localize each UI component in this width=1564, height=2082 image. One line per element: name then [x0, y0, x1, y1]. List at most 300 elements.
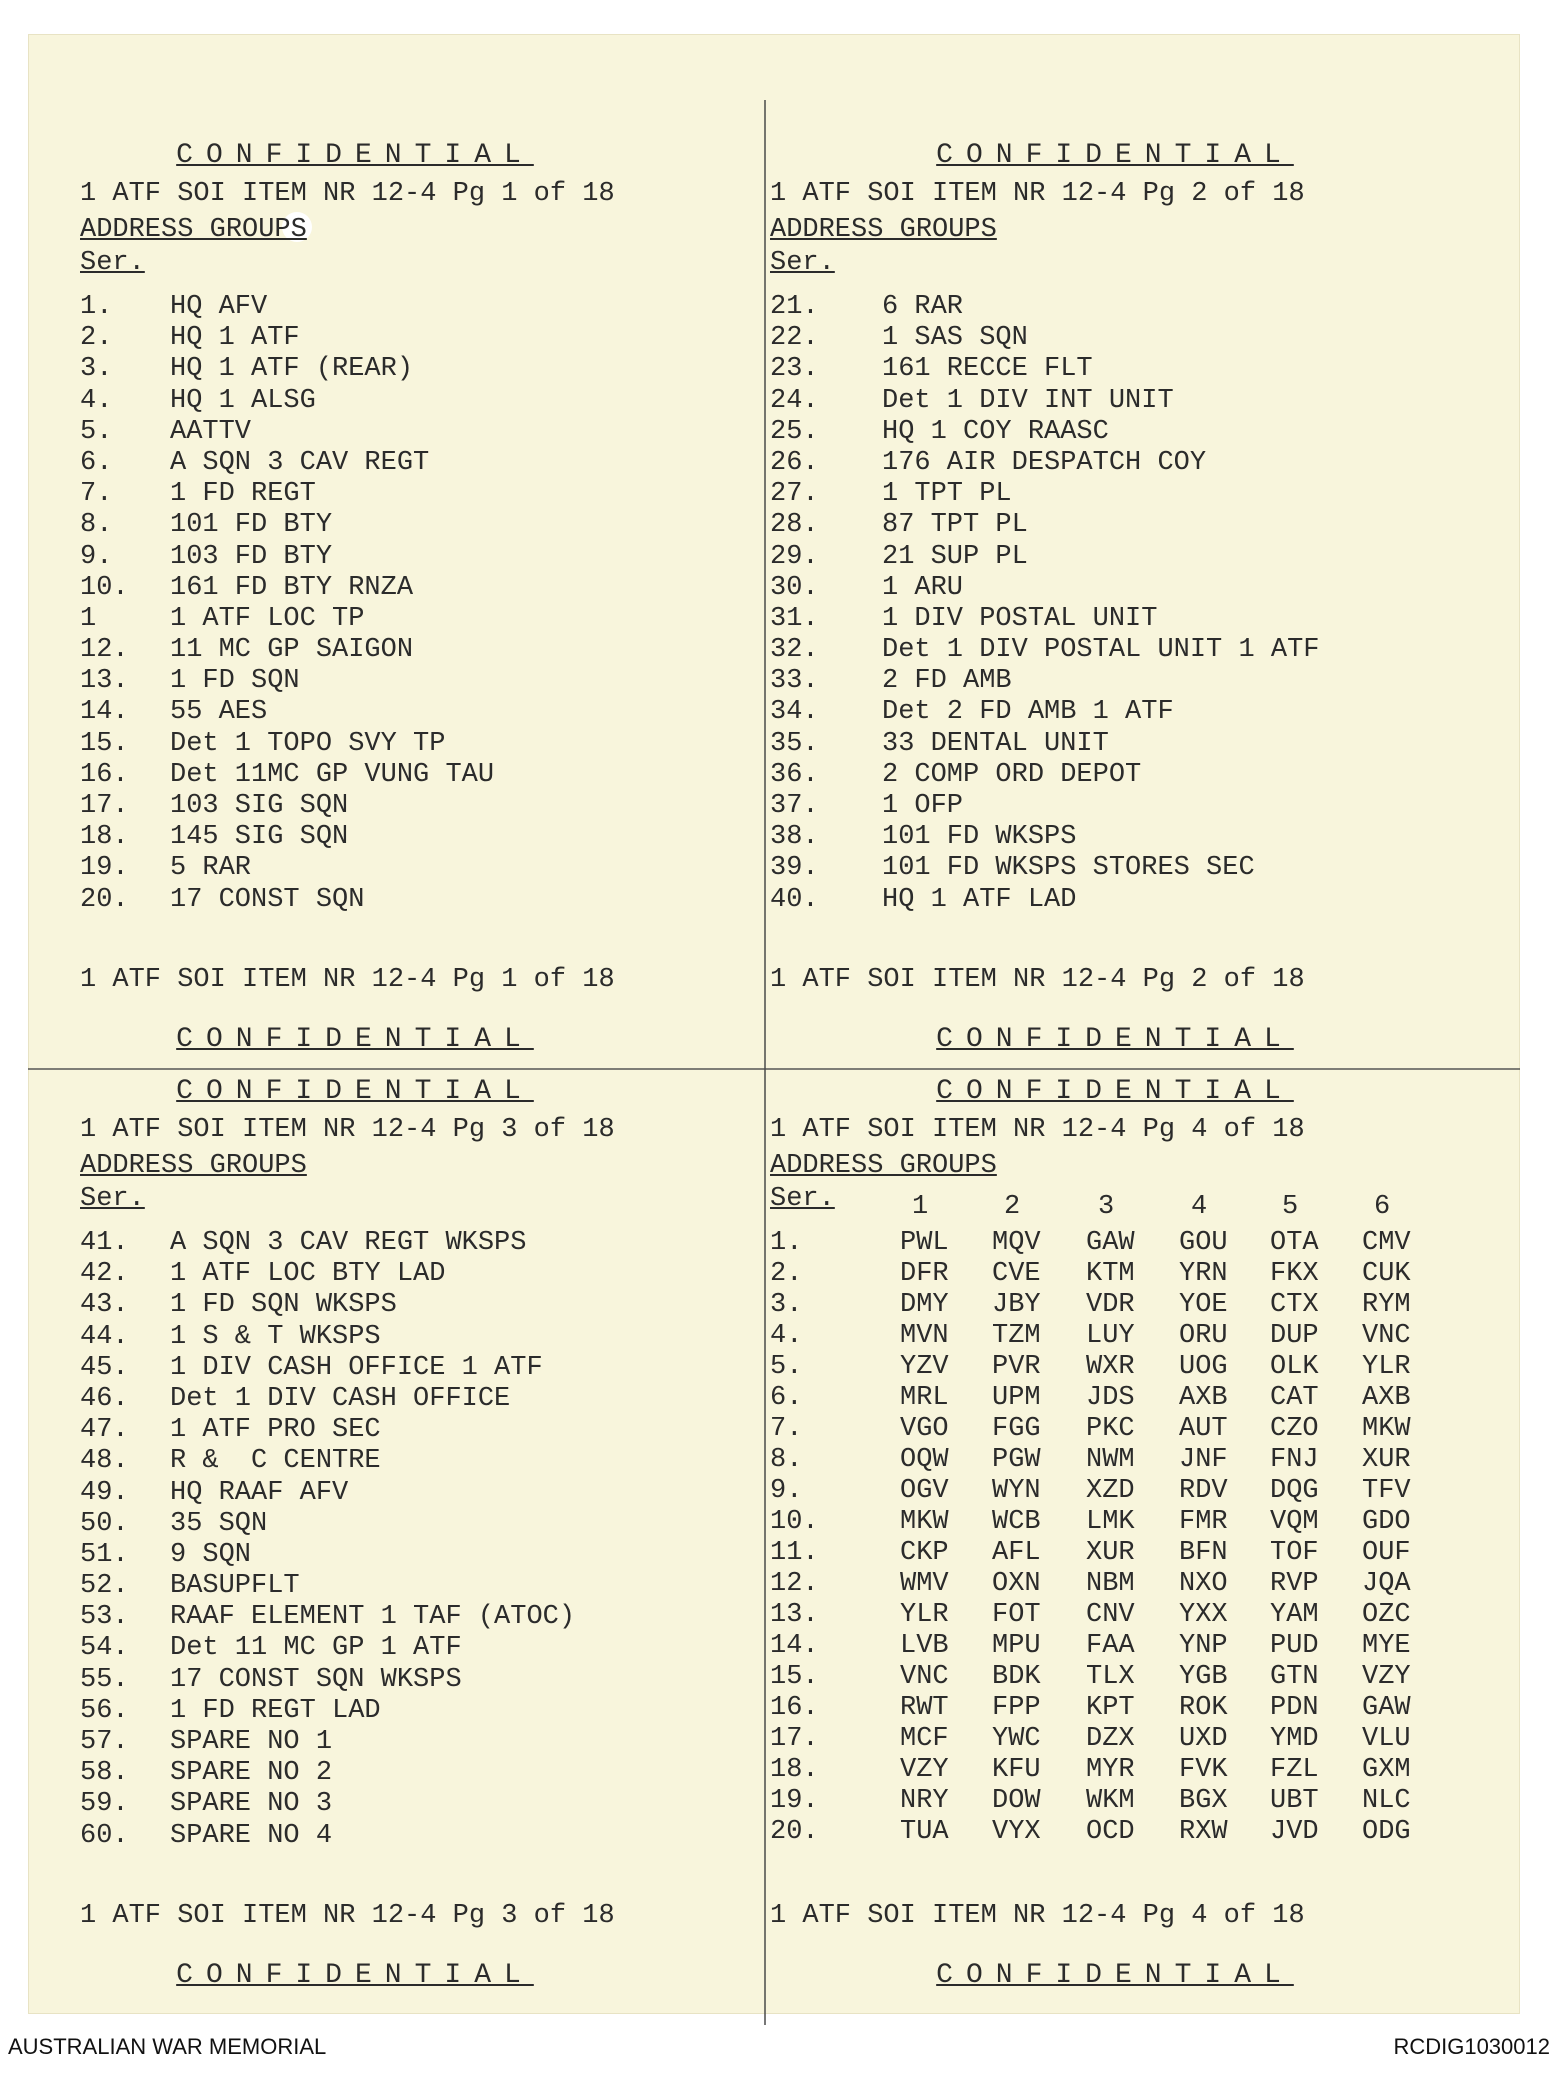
- table-row: [770, 1631, 1490, 1662]
- list-item: [80, 479, 770, 510]
- code-cell: PGW: [992, 1445, 1041, 1475]
- serial-number: 20.: [80, 884, 129, 915]
- list-item: [770, 510, 1460, 541]
- code-cell: OXN: [992, 1569, 1041, 1599]
- serial-number: 55.: [80, 1664, 129, 1695]
- list-item: [80, 510, 770, 541]
- serial-number: 13.: [80, 666, 129, 697]
- list-item: [80, 323, 770, 354]
- unit-name: 1 ARU: [882, 572, 964, 603]
- code-cell: WYN: [992, 1476, 1041, 1506]
- code-cell: VLU: [1362, 1724, 1411, 1754]
- serial-number: 57.: [80, 1727, 129, 1757]
- column-header: 2: [1004, 1192, 1021, 1222]
- serial-number: 52.: [80, 1571, 129, 1602]
- confidential-heading: CONFIDENTIAL: [936, 140, 1294, 171]
- code-cell: LUY: [1086, 1321, 1135, 1351]
- serial-number: 1: [80, 603, 97, 634]
- code-cell: OQW: [900, 1445, 949, 1475]
- code-cell: FMR: [1179, 1507, 1228, 1537]
- code-cell: BGX: [1179, 1786, 1228, 1816]
- page-header: 1 ATF SOI ITEM NR 12-4 Pg 4 of 18: [770, 1115, 1305, 1145]
- list-item: [80, 542, 770, 573]
- code-cell: LMK: [1086, 1507, 1135, 1537]
- list-item: [80, 760, 770, 791]
- table-row: [770, 1321, 1490, 1352]
- list-item: [770, 417, 1460, 448]
- code-cell: VNC: [900, 1662, 949, 1692]
- code-cell: OCD: [1086, 1817, 1135, 1847]
- list-item: [80, 791, 770, 822]
- code-cell: AFL: [992, 1538, 1041, 1568]
- list-item: [770, 323, 1460, 354]
- serial-number: 24.: [770, 385, 819, 416]
- page-2-panel: [770, 138, 1460, 1055]
- serial-number: 46.: [80, 1383, 129, 1414]
- code-cell: BDK: [992, 1662, 1041, 1692]
- list-item: [80, 292, 770, 323]
- code-cell: CNV: [1086, 1600, 1135, 1630]
- code-cell: MKW: [900, 1507, 949, 1537]
- list-item: [80, 573, 770, 604]
- serial-number: 4.: [80, 385, 113, 416]
- code-cell: YZV: [900, 1352, 949, 1382]
- column-header: 1: [912, 1192, 929, 1222]
- serial-number: 3.: [80, 354, 113, 385]
- table-row: [770, 1817, 1490, 1848]
- code-cell: CZO: [1270, 1414, 1319, 1444]
- serial-number: 60.: [80, 1820, 129, 1851]
- list-item: [770, 760, 1460, 791]
- code-cell: TZM: [992, 1321, 1041, 1351]
- list-item: [80, 1696, 770, 1727]
- list-item: [80, 1821, 770, 1852]
- unit-name: Det 1 TOPO SVY TP: [170, 728, 446, 759]
- code-cell: DZX: [1086, 1724, 1135, 1754]
- serial-number: 36.: [770, 759, 819, 790]
- serial-number: 44.: [80, 1321, 129, 1352]
- serial-number: 45.: [80, 1352, 129, 1383]
- confidential-footer: CONFIDENTIAL: [176, 1024, 534, 1055]
- code-cell: ROK: [1179, 1693, 1228, 1723]
- unit-name: 101 FD WKSPS: [882, 822, 1077, 853]
- code-cell: VDR: [1086, 1290, 1135, 1320]
- page-1-panel: [80, 138, 770, 1055]
- code-cell: PVR: [992, 1352, 1041, 1382]
- code-cell: VNC: [1362, 1321, 1411, 1351]
- list-item: [80, 1415, 770, 1446]
- confidential-footer: CONFIDENTIAL: [936, 1960, 1294, 1991]
- confidential-footer: CONFIDENTIAL: [936, 1024, 1294, 1055]
- unit-name: Det 1 DIV CASH OFFICE: [170, 1383, 511, 1414]
- serial-number: 26.: [770, 447, 819, 478]
- list-item: [770, 386, 1460, 417]
- list-item: [80, 1509, 770, 1540]
- unit-name: Det 2 FD AMB 1 ATF: [882, 697, 1174, 728]
- serial-number: 59.: [80, 1789, 129, 1820]
- code-cell: CTX: [1270, 1290, 1319, 1320]
- unit-name: 1 FD SQN: [170, 666, 300, 697]
- code-cell: FOT: [992, 1600, 1041, 1630]
- list-item: [770, 479, 1460, 510]
- address-groups-label: ADDRESS GROUPS: [80, 215, 307, 245]
- table-row: [770, 1662, 1490, 1693]
- unit-name: 1 SAS SQN: [882, 323, 1028, 354]
- serial-number: 25.: [770, 416, 819, 447]
- column-header: 5: [1282, 1192, 1299, 1222]
- list-item: [80, 1665, 770, 1696]
- code-cell: CAT: [1270, 1383, 1319, 1413]
- list-item: [80, 1384, 770, 1415]
- code-cell: GAW: [1086, 1228, 1135, 1258]
- unit-name: 1 ATF LOC BTY LAD: [170, 1259, 446, 1290]
- serial-number: 10.: [80, 572, 129, 603]
- serial-number: 17.: [80, 791, 129, 821]
- unit-name: 6 RAR: [882, 292, 964, 322]
- unit-name: 17 CONST SQN: [170, 884, 365, 915]
- table-row: [770, 1352, 1490, 1383]
- list-item: [80, 1478, 770, 1509]
- serial-number: 48.: [80, 1446, 129, 1477]
- table-row: [770, 1755, 1490, 1786]
- code-cell: JDS: [1086, 1383, 1135, 1413]
- code-cell: TUA: [900, 1817, 949, 1847]
- unit-name: A SQN 3 CAV REGT WKSPS: [170, 1228, 527, 1258]
- address-list: [80, 1228, 770, 1852]
- list-item: [80, 666, 770, 697]
- code-cell: GTN: [1270, 1662, 1319, 1692]
- list-item: [80, 697, 770, 728]
- code-cell: NRY: [900, 1786, 949, 1816]
- list-item: [80, 1571, 770, 1602]
- unit-name: 1 OFP: [882, 791, 964, 821]
- page-header: 1 ATF SOI ITEM NR 12-4 Pg 3 of 18: [80, 1115, 615, 1145]
- serial-number: 41.: [80, 1228, 129, 1258]
- serial-number: 1.: [80, 292, 113, 322]
- unit-name: 1 DIV POSTAL UNIT: [882, 603, 1158, 634]
- serial-number: 2.: [770, 1259, 803, 1289]
- address-list: [770, 292, 1460, 916]
- code-cell: TLX: [1086, 1662, 1135, 1692]
- serial-number: 29.: [770, 541, 819, 572]
- table-row: [770, 1259, 1490, 1290]
- code-cell: WCB: [992, 1507, 1041, 1537]
- confidential-footer: CONFIDENTIAL: [176, 1960, 534, 1991]
- table-row: [770, 1600, 1490, 1631]
- serial-number: 13.: [770, 1600, 819, 1630]
- unit-name: 17 CONST SQN WKSPS: [170, 1664, 462, 1695]
- code-table: [770, 1228, 1460, 1868]
- page-header: 1 ATF SOI ITEM NR 12-4 Pg 1 of 18: [80, 179, 615, 209]
- table-row: [770, 1538, 1490, 1569]
- list-item: [80, 1727, 770, 1758]
- page-footer: 1 ATF SOI ITEM NR 12-4 Pg 3 of 18: [80, 1901, 615, 1931]
- code-cell: XZD: [1086, 1476, 1135, 1506]
- table-row: [770, 1228, 1490, 1259]
- code-cell: RWT: [900, 1693, 949, 1723]
- code-cell: VYX: [992, 1817, 1041, 1847]
- code-cell: OLK: [1270, 1352, 1319, 1382]
- serial-number: 12.: [80, 635, 129, 666]
- code-cell: MQV: [992, 1228, 1041, 1258]
- serial-number: 30.: [770, 572, 819, 603]
- serial-number: 18.: [80, 822, 129, 853]
- column-header: 4: [1191, 1192, 1208, 1222]
- unit-name: HQ 1 ATF (REAR): [170, 354, 414, 385]
- serial-number: 53.: [80, 1602, 129, 1633]
- page-4-panel: [770, 1074, 1460, 1991]
- code-cell: RVP: [1270, 1569, 1319, 1599]
- code-cell: YGB: [1179, 1662, 1228, 1692]
- credit-reference: RCDIG1030012: [1393, 2034, 1550, 2059]
- code-cell: VQM: [1270, 1507, 1319, 1537]
- unit-name: 87 TPT PL: [882, 510, 1028, 541]
- serial-number: 34.: [770, 697, 819, 728]
- code-cell: FVK: [1179, 1755, 1228, 1785]
- unit-name: 9 SQN: [170, 1539, 252, 1570]
- code-cell: OGV: [900, 1476, 949, 1506]
- unit-name: HQ AFV: [170, 292, 268, 322]
- table-row: [770, 1786, 1490, 1817]
- page-3-panel: [80, 1074, 770, 1991]
- code-cell: OTA: [1270, 1228, 1319, 1258]
- code-cell: UXD: [1179, 1724, 1228, 1754]
- serial-number: 47.: [80, 1415, 129, 1446]
- list-item: [770, 697, 1460, 728]
- code-cell: DUP: [1270, 1321, 1319, 1351]
- unit-name: 161 FD BTY RNZA: [170, 572, 414, 603]
- page-header: 1 ATF SOI ITEM NR 12-4 Pg 2 of 18: [770, 179, 1305, 209]
- code-cell: KPT: [1086, 1693, 1135, 1723]
- serial-number: 4.: [770, 1321, 803, 1351]
- unit-name: 1 FD REGT LAD: [170, 1695, 381, 1726]
- list-item: [80, 1540, 770, 1571]
- list-item: [770, 822, 1460, 853]
- code-cell: AXB: [1179, 1383, 1228, 1413]
- code-cell: GOU: [1179, 1228, 1228, 1258]
- list-item: [80, 1446, 770, 1477]
- code-cell: RXW: [1179, 1817, 1228, 1847]
- unit-name: 2 FD AMB: [882, 666, 1012, 697]
- list-item: [770, 542, 1460, 573]
- list-item: [80, 1602, 770, 1633]
- code-cell: DFR: [900, 1259, 949, 1289]
- table-row: [770, 1569, 1490, 1600]
- code-cell: AUT: [1179, 1414, 1228, 1444]
- serial-number: 6.: [80, 447, 113, 478]
- list-item: [80, 1353, 770, 1384]
- unit-name: AATTV: [170, 416, 252, 447]
- code-cell: YOE: [1179, 1290, 1228, 1320]
- code-cell: DMY: [900, 1290, 949, 1320]
- serial-number: 20.: [770, 1817, 819, 1847]
- list-item: [770, 354, 1460, 385]
- code-cell: YLR: [1362, 1352, 1411, 1382]
- unit-name: 35 SQN: [170, 1508, 268, 1539]
- table-row: [770, 1290, 1490, 1321]
- serial-number: 11.: [770, 1538, 819, 1568]
- unit-name: 2 COMP ORD DEPOT: [882, 759, 1142, 790]
- unit-name: 5 RAR: [170, 853, 252, 884]
- serial-number: 16.: [80, 759, 129, 790]
- code-cell: FNJ: [1270, 1445, 1319, 1475]
- serial-number: 17.: [770, 1724, 819, 1754]
- code-cell: VZY: [1362, 1662, 1411, 1692]
- code-cell: JVD: [1270, 1817, 1319, 1847]
- serial-number: 9.: [770, 1476, 803, 1506]
- code-cell: YXX: [1179, 1600, 1228, 1630]
- serial-number: 22.: [770, 323, 819, 354]
- unit-name: RAAF ELEMENT 1 TAF (ATOC): [170, 1602, 576, 1633]
- unit-name: SPARE NO 4: [170, 1820, 333, 1851]
- unit-name: Det 1 DIV INT UNIT: [882, 385, 1174, 416]
- serial-number: 7.: [770, 1414, 803, 1444]
- page-footer: 1 ATF SOI ITEM NR 12-4 Pg 1 of 18: [80, 965, 615, 995]
- serial-number: 54.: [80, 1633, 129, 1664]
- list-item: [80, 1290, 770, 1321]
- unit-name: 176 AIR DESPATCH COY: [882, 447, 1207, 478]
- code-cell: YWC: [992, 1724, 1041, 1754]
- column-header: 6: [1374, 1192, 1391, 1222]
- code-cell: JBY: [992, 1290, 1041, 1320]
- unit-name: 1 FD SQN WKSPS: [170, 1290, 397, 1321]
- unit-name: 1 DIV CASH OFFICE 1 ATF: [170, 1352, 543, 1383]
- serial-number: 39.: [770, 853, 819, 884]
- code-cell: MKW: [1362, 1414, 1411, 1444]
- list-item: [80, 1322, 770, 1353]
- unit-name: A SQN 3 CAV REGT: [170, 447, 430, 478]
- code-cell: MVN: [900, 1321, 949, 1351]
- serial-number: 12.: [770, 1569, 819, 1599]
- list-item: [80, 604, 770, 635]
- code-cell: NXO: [1179, 1569, 1228, 1599]
- code-cell: NBM: [1086, 1569, 1135, 1599]
- code-cell: PDN: [1270, 1693, 1319, 1723]
- code-cell: VGO: [900, 1414, 949, 1444]
- list-item: [80, 386, 770, 417]
- code-cell: KFU: [992, 1755, 1041, 1785]
- list-item: [80, 853, 770, 884]
- serial-number: 23.: [770, 354, 819, 385]
- list-item: [770, 292, 1460, 323]
- serial-number: 28.: [770, 510, 819, 541]
- serial-number: 50.: [80, 1508, 129, 1539]
- unit-name: Det 1 DIV POSTAL UNIT 1 ATF: [882, 635, 1320, 666]
- unit-name: SPARE NO 2: [170, 1758, 333, 1789]
- serial-number: 15.: [770, 1662, 819, 1692]
- unit-name: 145 SIG SQN: [170, 822, 349, 853]
- confidential-heading: CONFIDENTIAL: [936, 1076, 1294, 1107]
- code-cell: LVB: [900, 1631, 949, 1661]
- unit-name: SPARE NO 1: [170, 1727, 333, 1757]
- unit-name: 33 DENTAL UNIT: [882, 728, 1109, 759]
- list-item: [80, 448, 770, 479]
- code-cell: MRL: [900, 1383, 949, 1413]
- code-cell: UPM: [992, 1383, 1041, 1413]
- list-item: [770, 791, 1460, 822]
- list-item: [770, 853, 1460, 884]
- table-row: [770, 1693, 1490, 1724]
- serial-number: 58.: [80, 1758, 129, 1789]
- serial-number: 37.: [770, 791, 819, 821]
- code-cell: FPP: [992, 1693, 1041, 1723]
- code-cell: YNP: [1179, 1631, 1228, 1661]
- unit-name: 101 FD WKSPS STORES SEC: [882, 853, 1255, 884]
- unit-name: 161 RECCE FLT: [882, 354, 1093, 385]
- page-footer: 1 ATF SOI ITEM NR 12-4 Pg 2 of 18: [770, 965, 1305, 995]
- list-item: [80, 885, 770, 916]
- page-footer: 1 ATF SOI ITEM NR 12-4 Pg 4 of 18: [770, 1901, 1305, 1931]
- horizontal-divider: [28, 1068, 1520, 1070]
- code-cell: PUD: [1270, 1631, 1319, 1661]
- unit-name: 55 AES: [170, 697, 268, 728]
- list-item: [80, 1259, 770, 1290]
- address-groups-label: ADDRESS GROUPS: [80, 1151, 307, 1181]
- list-item: [770, 729, 1460, 760]
- serial-number: 18.: [770, 1755, 819, 1785]
- code-cell: MPU: [992, 1631, 1041, 1661]
- code-cell: NWM: [1086, 1445, 1135, 1475]
- code-cell: PKC: [1086, 1414, 1135, 1444]
- code-cell: NLC: [1362, 1786, 1411, 1816]
- list-item: [80, 1228, 770, 1259]
- list-item: [80, 635, 770, 666]
- table-row: [770, 1414, 1490, 1445]
- serial-number: 21.: [770, 292, 819, 322]
- table-row: [770, 1507, 1490, 1538]
- code-cell: JNF: [1179, 1445, 1228, 1475]
- code-cell: CUK: [1362, 1259, 1411, 1289]
- serial-number: 33.: [770, 666, 819, 697]
- unit-name: 101 FD BTY: [170, 510, 333, 541]
- unit-name: 103 SIG SQN: [170, 791, 349, 821]
- credit-institution: AUSTRALIAN WAR MEMORIAL: [8, 2034, 327, 2059]
- serial-number: 31.: [770, 603, 819, 634]
- list-item: [80, 1758, 770, 1789]
- unit-name: BASUPFLT: [170, 1571, 300, 1602]
- code-cell: GXM: [1362, 1755, 1411, 1785]
- ser-label: Ser.: [80, 1184, 145, 1214]
- code-cell: XUR: [1086, 1538, 1135, 1568]
- serial-number: 19.: [770, 1786, 819, 1816]
- code-cell: CMV: [1362, 1228, 1411, 1258]
- code-cell: ORU: [1179, 1321, 1228, 1351]
- serial-number: 16.: [770, 1693, 819, 1723]
- code-cell: CKP: [900, 1538, 949, 1568]
- code-cell: MCF: [900, 1724, 949, 1754]
- code-cell: ODG: [1362, 1817, 1411, 1847]
- confidential-heading: CONFIDENTIAL: [176, 1076, 534, 1107]
- list-item: [770, 448, 1460, 479]
- serial-number: 5.: [80, 416, 113, 447]
- unit-name: HQ 1 COY RAASC: [882, 416, 1109, 447]
- code-cell: OZC: [1362, 1600, 1411, 1630]
- serial-number: 6.: [770, 1383, 803, 1413]
- code-cell: FZL: [1270, 1755, 1319, 1785]
- code-cell: MYE: [1362, 1631, 1411, 1661]
- address-groups-label: ADDRESS GROUPS: [770, 215, 997, 245]
- list-item: [770, 604, 1460, 635]
- serial-number: 2.: [80, 323, 113, 354]
- serial-number: 19.: [80, 853, 129, 884]
- unit-name: Det 11 MC GP 1 ATF: [170, 1633, 462, 1664]
- unit-name: 1 S & T WKSPS: [170, 1321, 381, 1352]
- ser-label: Ser.: [80, 248, 145, 278]
- code-cell: WMV: [900, 1569, 949, 1599]
- serial-number: 10.: [770, 1507, 819, 1537]
- code-cell: FKX: [1270, 1259, 1319, 1289]
- unit-name: SPARE NO 3: [170, 1789, 333, 1820]
